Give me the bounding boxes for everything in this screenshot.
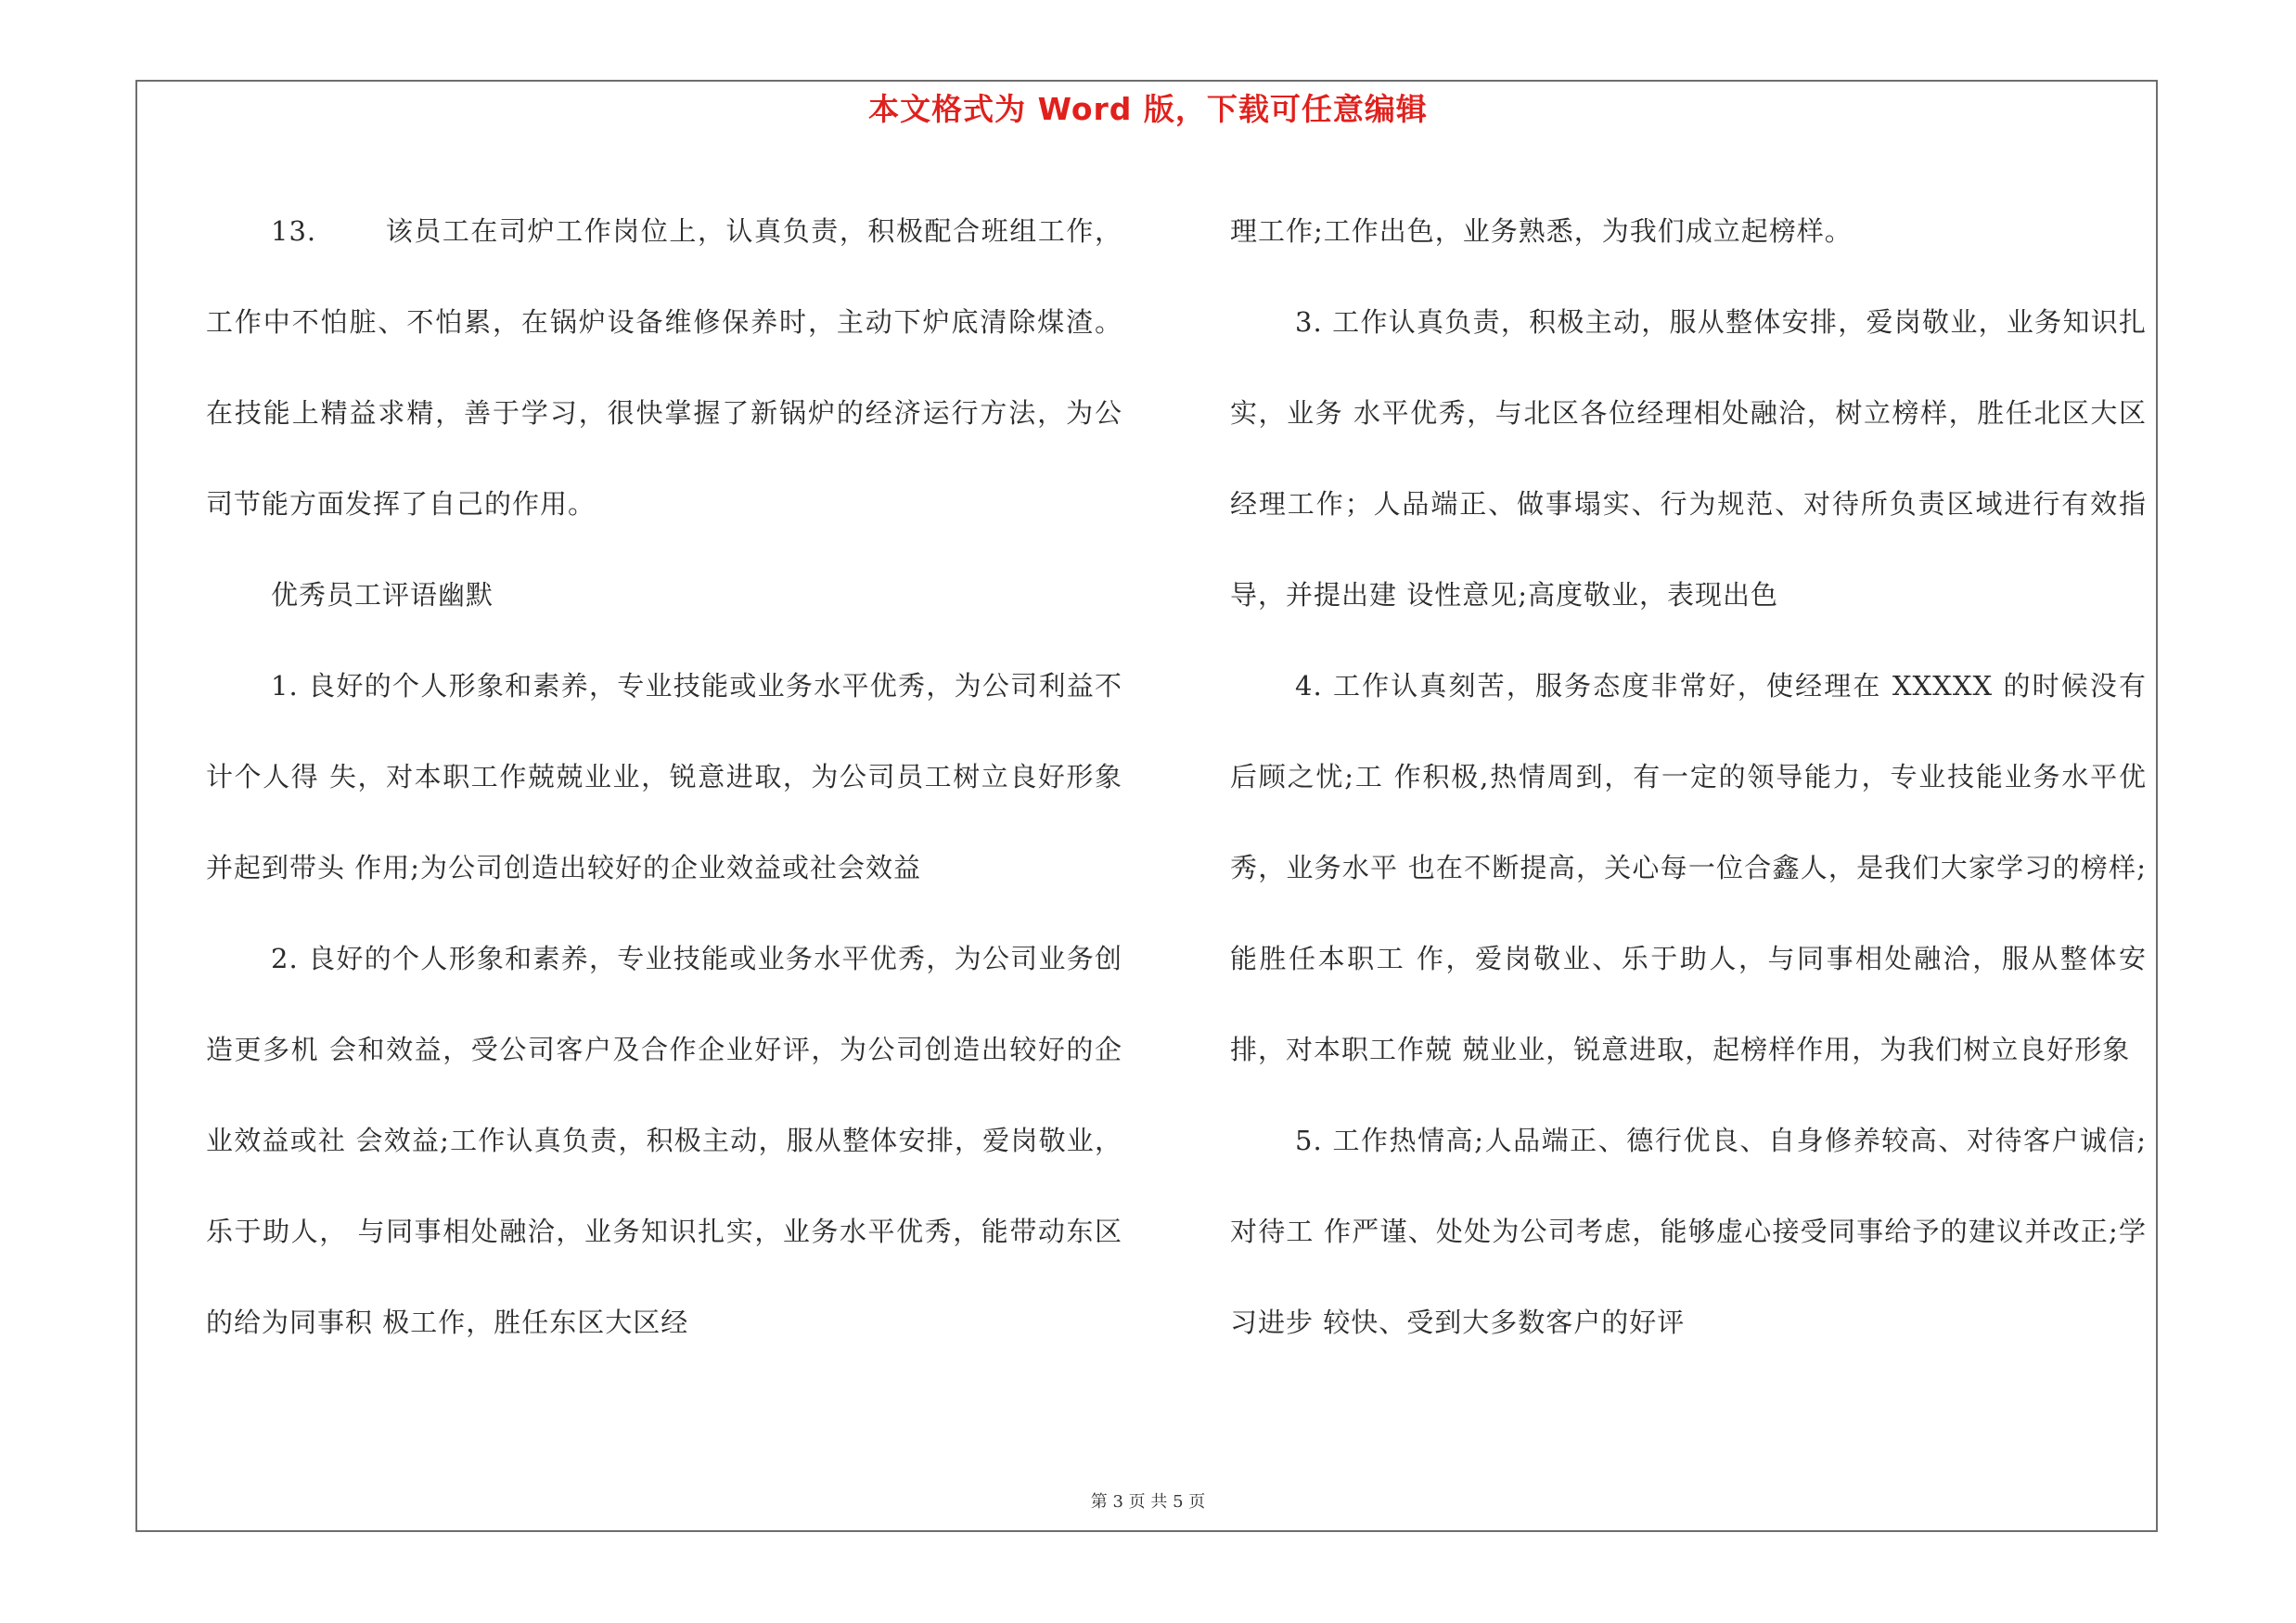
footer-prefix: 第 [1090,1492,1108,1512]
section-heading: 优秀员工评语幽默 [271,579,494,611]
paragraph-4: 4. 工作认真刻苦，服务态度非常好，使经理在 XXXXX 的时候没有后顾之忧;工 作积极,热情周到，有一定的领导能力，专业技能业务水平优秀，业务水平 也在不断提高，关心每一位合鑫人，是我们大家学习的榜样;能胜任本职工 作，爱岗敬业、乐于助人，与同事相处融洽，服从整体安排，对本职工作兢 兢业业，锐意进取，起榜样作用，为我们树立良好形象 [1230,670,2147,1065]
paragraph-13 [206,186,1122,549]
paragraph-1: 1. 良好的个人形象和素养，专业技能或业务水平优秀，为公司利益不计个人得 失，对本职工作兢兢业业，锐意进取，为公司员工树立良好形象并起到带头 作用;为公司创造出较好的企业效益或社会效益 [206,670,1122,883]
left-column [206,186,1122,1368]
footer-suffix: 页 [1188,1492,1206,1512]
right-column [1230,186,2147,1368]
paragraph-13-number: 13. [271,215,317,247]
footer-total-pages: 5 [1173,1492,1184,1512]
format-banner: 本文格式为 Word 版，下载可任意编辑 [868,91,1428,127]
paragraph-2: 2. 良好的个人形象和素养，专业技能或业务水平优秀，为公司业务创造更多机 会和效益，受公司客户及合作企业好评，为公司创造出较好的企业效益或社 会效益;工作认真负责，积极主动，服从整体安排，爱岗敬业，乐于助人， 与同事相处融洽，业务知识扎实，业务水平优秀，能带动东区的给为同事积 极工作，胜任东区大区经 [206,943,1122,1338]
paragraph-5: 5. 工作热情高;人品端正、德行优良、自身修养较高、对待客户诚信;对待工 作严谨、处处为公司考虑，能够虚心接受同事给予的建议并改正;学习进步 较快、受到大多数客户的好评 [1230,1125,2147,1338]
footer-current-page: 3 [1112,1492,1123,1512]
paragraph-3: 3. 工作认真负责，积极主动，服从整体安排，爱岗敬业，业务知识扎实，业务 水平优秀，与北区各位经理相处融洽，树立榜样，胜任北区大区经理工作；人品端正、做事塌实、行为规范、对待所负责区域进行有效指导，并提出建 设性意见;高度敬业，表现出色 [1230,306,2147,611]
paragraph-13-text: 该员工在司炉工作岗位上，认真负责，积极配合班组工作，工作中不怕脏、不怕累，在锅炉设备维修保养时，主动下炉底清除煤渣。在技能上精益求精，善于学习，很快掌握了新锅炉的经济运行方法，为公司节能方面发挥了自己的作用。 [206,215,1122,520]
paragraph-2-continued: 理工作;工作出色，业务熟悉，为我们成立起榜样。 [1230,215,1853,247]
footer-middle: 页 共 [1128,1492,1168,1512]
page-footer [0,1491,2296,1514]
